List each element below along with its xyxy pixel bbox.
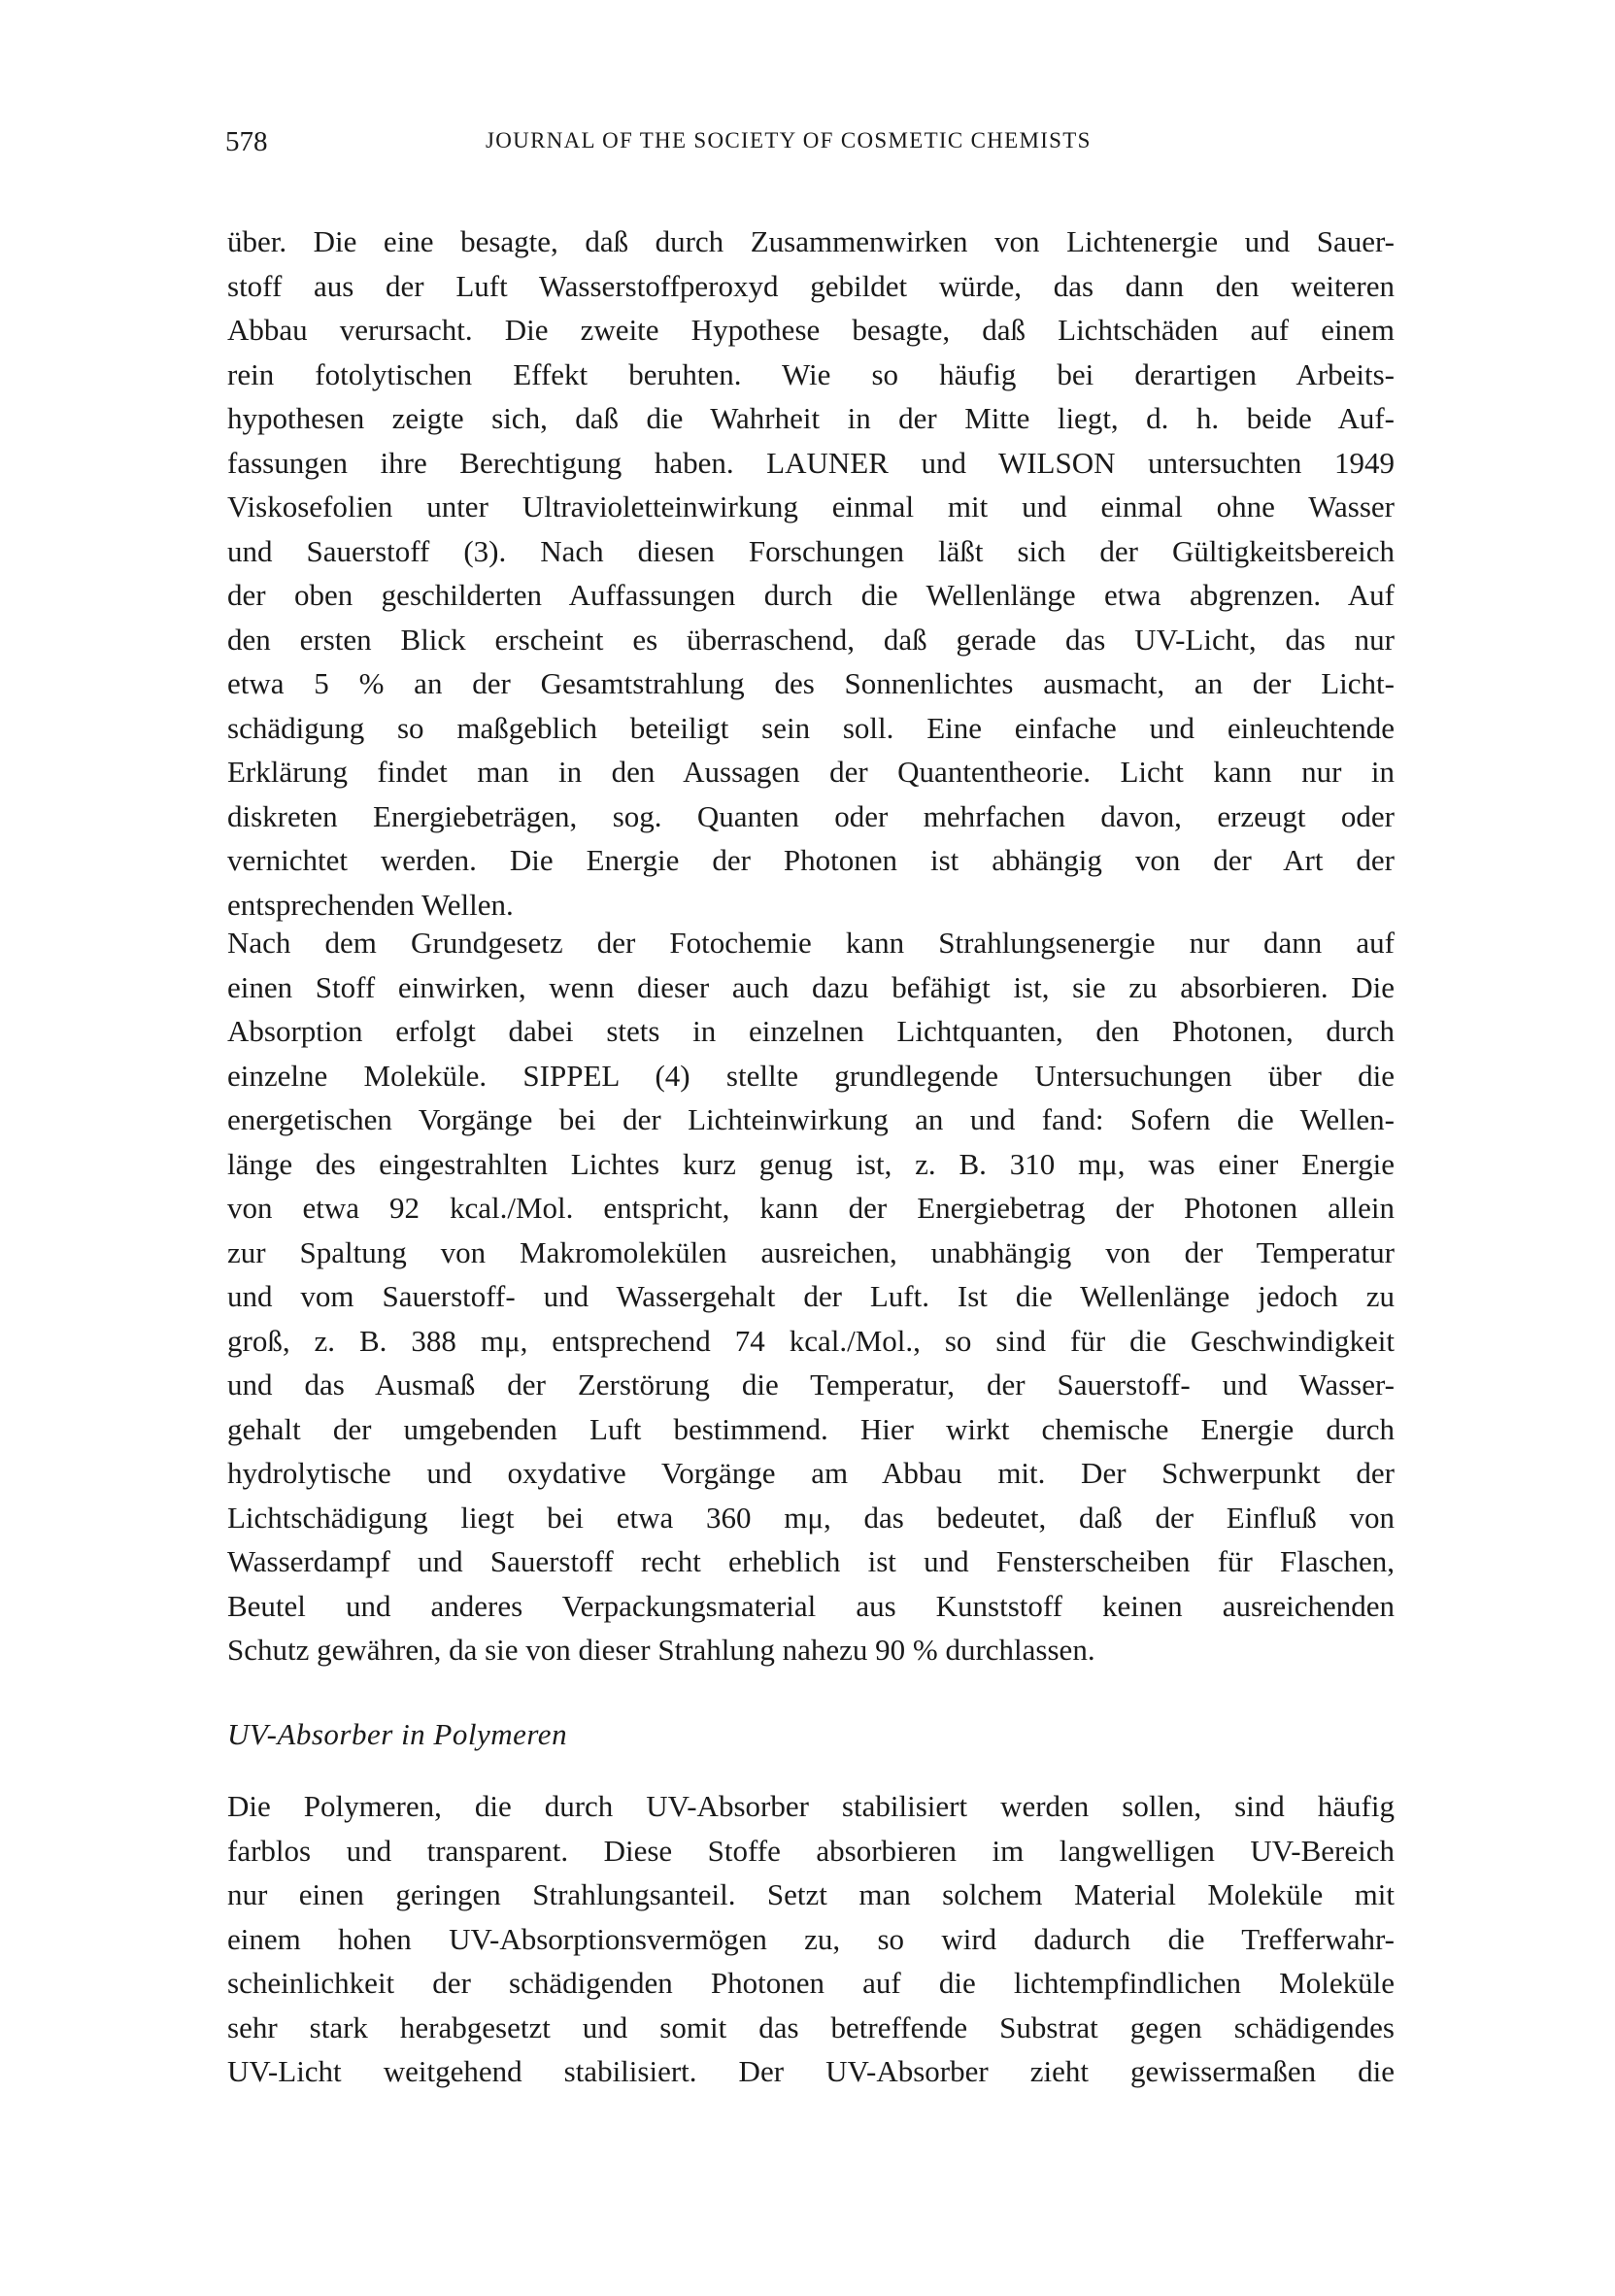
page-number: 578 — [225, 126, 268, 157]
text-line: einem hohen UV-Absorptionsvermögen zu, so wird dadurch die Trefferwahr- — [227, 1921, 1395, 1956]
text-line: Erklärung findet man in den Aussagen der Quantentheorie. Licht kann nur in — [227, 755, 1395, 789]
text-line: den ersten Blick erscheint es überraschend, daß gerade das UV-Licht, das nur — [227, 622, 1395, 657]
text-line: und das Ausmaß der Zerstörung die Temperatur, der Sauerstoff- und Wasser- — [227, 1367, 1395, 1401]
text-line: Beutel und anderes Verpackungsmaterial aus Kunststoff keinen ausreichenden — [227, 1588, 1395, 1623]
text-line: groß, z. B. 388 mμ, entsprechend 74 kcal./Mol., so sind für die Geschwindigkeit — [227, 1323, 1395, 1358]
text-line: Viskosefolien unter Ultravioletteinwirkung einmal mit und einmal ohne Wasser — [227, 490, 1395, 523]
text-line: etwa 5 % an der Gesamtstrahlung des Sonnenlichtes ausmacht, an der Licht- — [227, 666, 1395, 700]
text-line: hypothesen zeigte sich, daß die Wahrheit in der Mitte liegt, d. h. beide Auf- — [227, 401, 1395, 435]
text-line: zur Spaltung von Makromolekülen ausreichen, unabhängig von der Temperatur — [227, 1234, 1395, 1269]
text-line: der oben geschilderten Auffassungen durch die Wellenlänge etwa abgrenzen. Auf — [227, 578, 1395, 612]
paragraph-2 — [227, 921, 1395, 1672]
text-line: Schutz gewähren, da sie von dieser Strahlung nahezu 90 % durchlassen. — [227, 1633, 1095, 1667]
text-line: über. Die eine besagte, daß durch Zusammenwirken von Lichtenergie und Sauer- — [227, 224, 1395, 258]
text-line: von etwa 92 kcal./Mol. entspricht, kann der Energiebetrag der Photonen allein — [227, 1191, 1395, 1225]
text-line: energetischen Vorgänge bei der Lichteinwirkung an und fand: Sofern die Wellen- — [227, 1102, 1395, 1136]
section-heading: UV-Absorber in Polymeren — [227, 1717, 568, 1751]
text-line: scheinlichkeit der schädigenden Photonen auf die lichtempfindlichen Moleküle — [227, 1966, 1395, 2000]
text-line: Wasserdampf und Sauerstoff recht erheblich ist und Fensterscheiben für Flaschen, — [227, 1544, 1395, 1578]
text-line: vernichtet werden. Die Energie der Photonen ist abhängig von der Art der — [227, 843, 1395, 877]
text-line: hydrolytische und oxydative Vorgänge am Abbau mit. Der Schwerpunkt der — [227, 1456, 1395, 1490]
text-line: Absorption erfolgt dabei stets in einzelnen Lichtquanten, den Photonen, durch — [227, 1014, 1395, 1048]
text-line: rein fotolytischen Effekt beruhten. Wie so häufig bei derartigen Arbeits- — [227, 356, 1395, 391]
running-title: JOURNAL OF THE SOCIETY OF COSMETIC CHEMISTS — [486, 128, 1092, 152]
text-line: diskreten Energiebeträgen, sog. Quanten oder mehrfachen davon, erzeugt oder — [227, 798, 1395, 833]
text-line: entsprechenden Wellen. — [227, 887, 514, 922]
text-line: Die Polymeren, die durch UV-Absorber stabilisiert werden sollen, sind häufig — [227, 1789, 1395, 1823]
text-line: farblos und transparent. Diese Stoffe absorbieren im langwelligen UV-Bereich — [227, 1833, 1395, 1868]
text-line: Lichtschädigung liegt bei etwa 360 mμ, das bedeutet, daß der Einfluß von — [227, 1500, 1395, 1535]
text-line: fassungen ihre Berechtigung haben. LAUNER und WILSON untersuchten 1949 — [227, 445, 1395, 480]
text-line: einzelne Moleküle. SIPPEL (4) stellte grundlegende Untersuchungen über die — [227, 1058, 1395, 1093]
text-line: UV-Licht weitgehend stabilisiert. Der UV-Absorber zieht gewissermaßen die — [227, 2054, 1395, 2088]
text-line: sehr stark herabgesetzt und somit das betreffende Substrat gegen schädigendes — [227, 2009, 1395, 2044]
text-line: Nach dem Grundgesetz der Fotochemie kann Strahlungsenergie nur dann auf — [227, 926, 1395, 960]
text-line: nur einen geringen Strahlungsanteil. Setzt man solchem Material Moleküle mit — [227, 1877, 1395, 1911]
text-line: und vom Sauerstoff- und Wassergehalt der Luft. Ist die Wellenlänge jedoch zu — [227, 1279, 1395, 1313]
section-paragraph — [227, 1784, 1395, 2094]
text-line: und Sauerstoff (3). Nach diesen Forschungen läßt sich der Gültigkeitsbereich — [227, 533, 1395, 568]
text-line: schädigung so maßgeblich beteiligt sein soll. Eine einfache und einleuchtende — [227, 710, 1395, 745]
text-line: einen Stoff einwirken, wenn dieser auch dazu befähigt ist, sie zu absorbieren. Die — [227, 969, 1395, 1004]
text-line: stoff aus der Luft Wasserstoffperoxyd gebildet würde, das dann den weiteren — [227, 268, 1395, 303]
paragraph-1 — [227, 219, 1395, 927]
text-line: gehalt der umgebenden Luft bestimmend. Hier wirkt chemische Energie durch — [227, 1411, 1395, 1446]
text-line: Abbau verursacht. Die zweite Hypothese besagte, daß Lichtschäden auf einem — [227, 313, 1395, 347]
text-line: länge des eingestrahlten Lichtes kurz genug ist, z. B. 310 mμ, was einer Energie — [227, 1146, 1395, 1181]
